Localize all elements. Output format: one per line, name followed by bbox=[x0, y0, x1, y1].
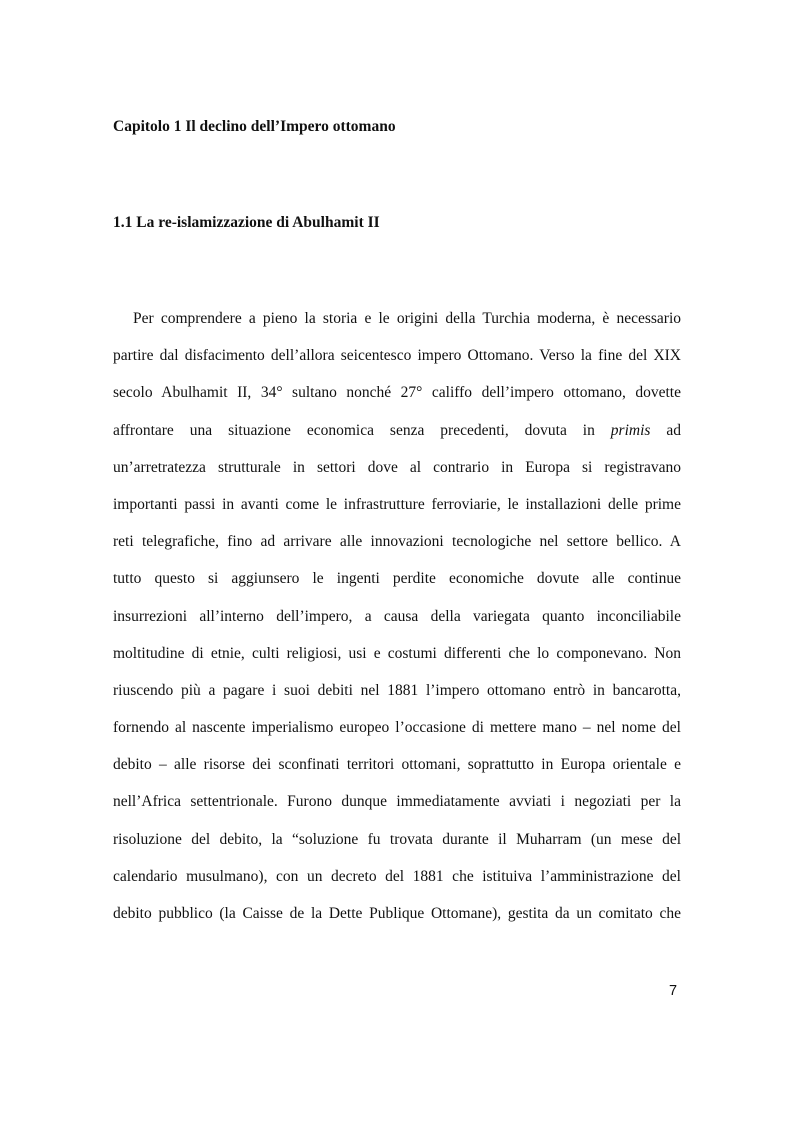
paragraph-line bbox=[113, 417, 681, 454]
paragraph-line: importanti passi in avanti come le infrastrutture ferroviarie, le installazioni delle prime bbox=[113, 495, 681, 513]
paragraph-line: riuscendo più a pagare i suoi debiti nel 1881 l’impero ottomano entrò in bancarotta, bbox=[113, 681, 681, 699]
paragraph-line: Per comprendere a pieno la storia e le origini della Turchia moderna, è necessario bbox=[133, 310, 681, 327]
section-title: 1.1 La re-islamizzazione di Abulhamit II bbox=[113, 214, 380, 231]
paragraph-line: debito pubblico (la Caisse de la Dette Publique Ottomane), gestita da un comitato che bbox=[113, 905, 681, 922]
paragraph-line: insurrezioni all’interno dell’impero, a causa della variegata quanto inconciliabile bbox=[113, 607, 681, 625]
paragraph-line: fornendo al nascente imperialismo europeo l’occasione di mettere mano – nel nome del bbox=[113, 719, 681, 737]
chapter-title: Capitolo 1 Il declino dell’Impero ottomano bbox=[113, 118, 396, 135]
paragraph-line: partire dal disfacimento dell’allora seicentesco impero Ottomano. Verso la fine del XIX bbox=[113, 347, 681, 365]
page-number: 7 bbox=[669, 983, 678, 999]
paragraph-line: debito – alle risorse dei sconfinati territori ottomani, soprattutto in Europa orientale e bbox=[113, 756, 681, 774]
paragraph-line: un’arretratezza strutturale in settori dove al contrario in Europa si registravano bbox=[113, 458, 681, 476]
paragraph-line: secolo Abulhamit II, 34° sultano nonché 27° califfo dell’impero ottomano, dovette bbox=[113, 384, 681, 402]
paragraph-line: moltitudine di etnie, culti religiosi, usi e costumi differenti che lo componevano. Non bbox=[113, 644, 681, 662]
italic-term: primis bbox=[610, 421, 651, 439]
paragraph-line: nell’Africa settentrionale. Furono dunque immediatamente avviati i negoziati per la bbox=[113, 793, 681, 811]
paragraph-line-text: ad bbox=[650, 421, 681, 439]
paragraph-line: calendario musulmano), con un decreto del 1881 che istituiva l’amministrazione del bbox=[113, 867, 681, 885]
paragraph-line-text: affrontare una situazione economica senza precedenti, dovuta in bbox=[113, 421, 611, 439]
paragraph-line: risoluzione del debito, la “soluzione fu trovata durante il Muharram (un mese del bbox=[113, 830, 681, 848]
body-paragraph bbox=[113, 305, 681, 937]
paragraph-line: tutto questo si aggiunsero le ingenti perdite economiche dovute alle continue bbox=[113, 570, 681, 588]
paragraph-line: reti telegrafiche, fino ad arrivare alle innovazioni tecnologiche nel settore bellico. A bbox=[113, 533, 681, 551]
